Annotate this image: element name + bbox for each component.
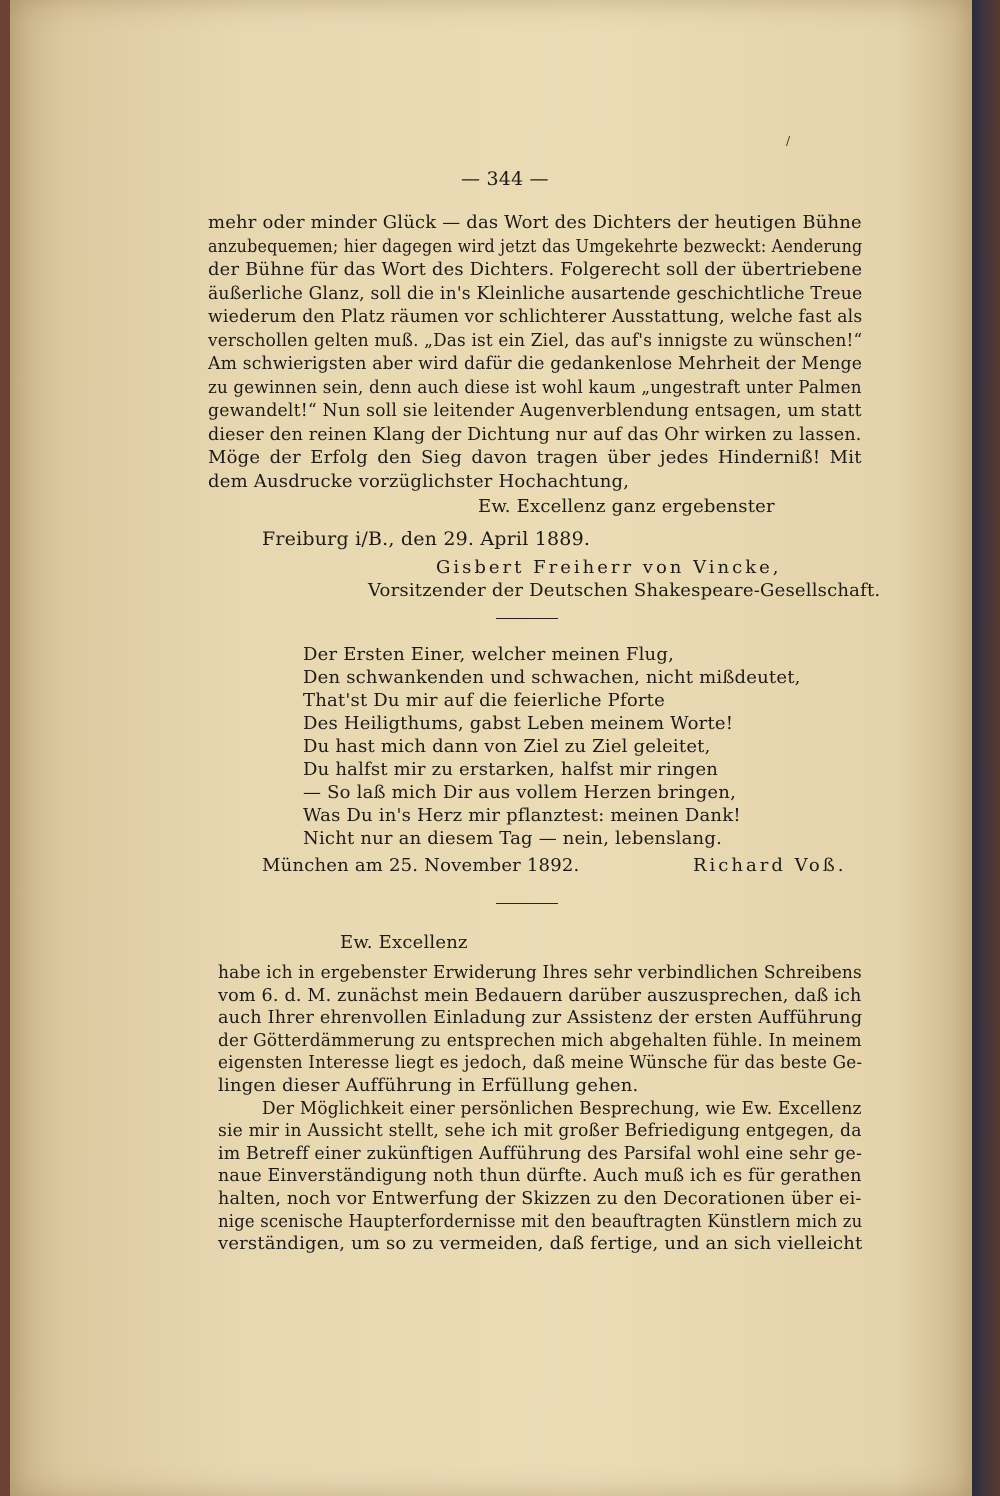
letter1-place-date: Freiburg i/B., den 29. April 1889.: [262, 528, 591, 550]
text-line: Des Heiligthums, gabst Leben meinem Worte!: [303, 713, 734, 734]
poem-place-date: München am 25. November 1892.: [262, 855, 580, 876]
text-line: der Bühne für das Wort des Dichters. Folgerecht soll der übertriebene: [208, 259, 863, 280]
ink-mark: /: [786, 134, 791, 148]
text-line: Du hast mich dann von Ziel zu Ziel geleitet,: [303, 736, 711, 757]
text-line: nige scenische Haupterfordernisse mit den beauftragten Künstlern mich zu: [218, 1210, 863, 1232]
section-divider: [496, 618, 558, 619]
text-line: Du halfst mir zu erstarken, halfst mir ringen: [303, 759, 719, 780]
text-line: Am schwierigsten aber wird dafür die gedankenlose Mehrheit der Menge: [208, 353, 863, 374]
text-line: auch Ihrer ehrenvollen Einladung zur Assistenz der ersten Aufführung: [218, 1007, 863, 1029]
letter1-closing: Ew. Excellenz ganz ergebenster: [478, 496, 775, 517]
text-line: verständigen, um so zu vermeiden, daß fertige, und an sich vielleicht: [218, 1233, 863, 1255]
letter1-signer-title: Vorsitzender der Deutschen Shakespeare-Gesellschaft.: [368, 580, 881, 601]
text-line: mehr oder minder Glück — das Wort des Dichters der heutigen Bühne: [208, 212, 862, 233]
text-line: äußerliche Glanz, soll die in's Kleinliche ausartende geschichtliche Treue: [208, 282, 863, 304]
text-line: Was Du in's Herz mir pflanztest: meinen Dank!: [303, 805, 741, 826]
text-line: vom 6. d. M. zunächst mein Bedauern darüber auszusprechen, daß ich: [218, 984, 862, 1006]
section-divider: [496, 903, 558, 904]
page-edge: [972, 0, 1000, 1496]
text-line: Der Ersten Einer, welcher meinen Flug,: [303, 644, 674, 665]
text-line: Den schwankenden und schwachen, nicht mißdeutet,: [303, 667, 801, 688]
text-line: sie mir in Aussicht stellt, sehe ich mit großer Befriedigung entgegen, da: [218, 1120, 862, 1142]
text-line: im Betreff einer zukünftigen Aufführung des Parsifal wohl eine sehr ge-: [218, 1142, 862, 1164]
text-line: Der Möglichkeit einer persönlichen Besprechung, wie Ew. Excellenz: [262, 1097, 862, 1119]
text-line: That'st Du mir auf die feierliche Pforte: [303, 690, 665, 711]
text-line: der Götterdämmerung zu entsprechen mich abgehalten fühle. In meinem: [218, 1029, 862, 1051]
poem-signer: Richard Voß.: [693, 855, 847, 876]
page-number: — 344 —: [461, 168, 549, 190]
text-line: dieser den reinen Klang der Dichtung nur auf das Ohr wirken zu lassen.: [208, 423, 862, 445]
letter1-signer-name: Gisbert Freiherr von Vincke,: [436, 557, 782, 578]
text-line: verschollen gelten muß. „Das ist ein Ziel, das auf's innigste zu wünschen!“: [208, 329, 863, 351]
text-line: lingen dieser Aufführung in Erfüllung gehen.: [218, 1075, 639, 1096]
text-line: dem Ausdrucke vorzüglichster Hochachtung,: [208, 470, 630, 492]
text-line: habe ich in ergebenster Erwiderung Ihres sehr verbindlichen Schreibens: [218, 962, 862, 983]
text-line: halten, noch vor Entwerfung der Skizzen zu den Decorationen über ei-: [218, 1188, 862, 1209]
text-line: naue Einverständigung noth thun dürfte. Auch muß ich es für gerathen: [218, 1165, 862, 1187]
text-line: wiederum den Platz räumen vor schlichterer Ausstattung, welche fast als: [208, 306, 863, 327]
letter2-salutation: Ew. Excellenz: [340, 932, 468, 953]
text-line: anzubequemen; hier dagegen wird jetzt das Umgekehrte bezweckt: Aenderung: [208, 235, 863, 257]
text-line: eigensten Interesse liegt es jedoch, daß meine Wünsche für das beste Ge-: [218, 1052, 863, 1074]
text-line: gewandelt!“ Nun soll sie leitender Augenverblendung entsagen, um statt: [208, 400, 862, 421]
text-line: Möge der Erfolg den Sieg davon tragen über jedes Hinderniß! Mit: [208, 447, 862, 468]
text-line: zu gewinnen sein, denn auch diese ist wohl kaum „ungestraft unter Palmen: [208, 376, 862, 398]
text-line: Nicht nur an diesem Tag — nein, lebenslang.: [303, 828, 722, 849]
text-line: — So laß mich Dir aus vollem Herzen bringen,: [303, 782, 736, 803]
